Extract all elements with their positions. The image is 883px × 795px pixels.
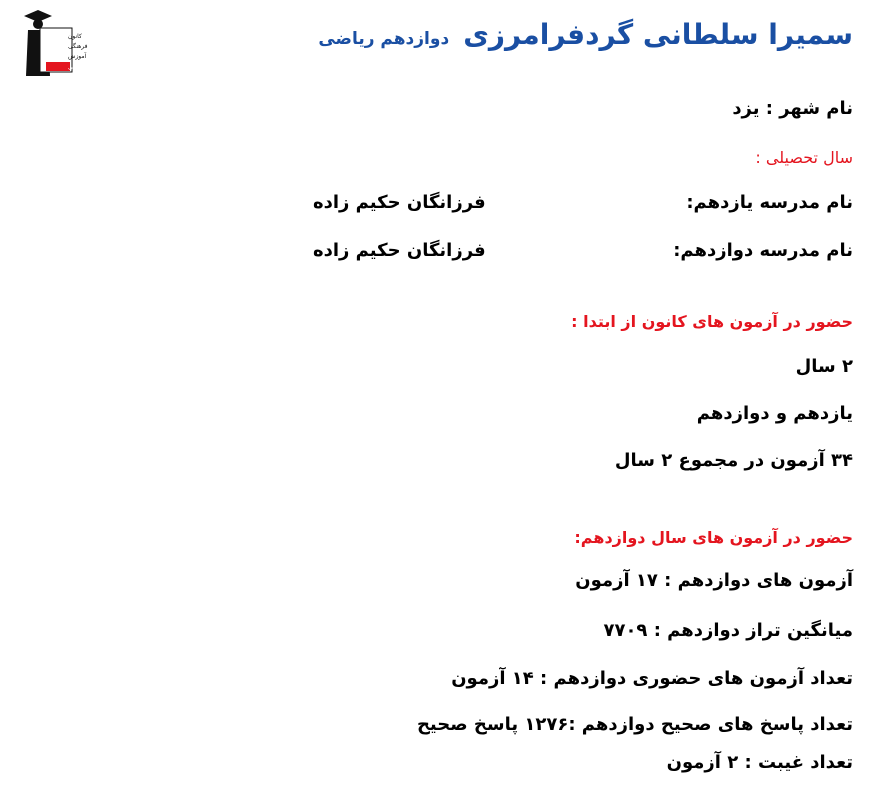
exams-12-count: آزمون های دوازدهم : ۱۷ آزمون (575, 570, 853, 591)
school-11-label: نام مدرسه یازدهم: (686, 192, 853, 213)
academic-year-label: سال تحصیلی : (755, 148, 853, 167)
school-11-value: فرزانگان حکیم زاده (313, 192, 486, 213)
attended-12: تعداد آزمون های حضوری دوازدهم : ۱۴ آزمون (451, 668, 853, 689)
absences-12: تعداد غیبت : ۲ آزمون (666, 752, 853, 773)
student-name: سمیرا سلطانی گردفرامرزی (463, 18, 853, 51)
logo-word-2: فرهنگی (68, 43, 88, 50)
school-11-row (313, 192, 853, 213)
presence-12-heading: حضور در آزمون های سال دوازدهم: (574, 528, 853, 547)
kanoon-logo-graphic (20, 6, 88, 78)
logo-word-4: قلم‌چی (68, 64, 86, 71)
school-12-value: فرزانگان حکیم زاده (313, 240, 486, 261)
presence-years: ۲ سال (795, 356, 853, 377)
kanoon-logo (20, 6, 88, 78)
city-line: نام شهر : یزد (732, 98, 853, 119)
presence-total-heading: حضور در آزمون های کانون از ابتدا : (571, 312, 853, 331)
presence-exams: ۳۴ آزمون در مجموع ۲ سال (614, 450, 853, 471)
avg-level-12: میانگین تراز دوازدهم : ۷۷۰۹ (603, 620, 853, 641)
correct-answers-12: تعداد پاسخ های صحیح دوازدهم :۱۲۷۶ پاسخ صحیح (416, 714, 853, 735)
presence-grades: یازدهم و دوازدهم (696, 403, 853, 424)
grade-label: دوازدهم ریاضی (318, 29, 450, 49)
logo-word-3: آموزش (68, 53, 87, 60)
school-12-label: نام مدرسه دوازدهم: (673, 240, 853, 261)
logo-word-1: کانون (68, 33, 82, 40)
school-12-row (313, 240, 853, 261)
page-title (318, 18, 853, 51)
